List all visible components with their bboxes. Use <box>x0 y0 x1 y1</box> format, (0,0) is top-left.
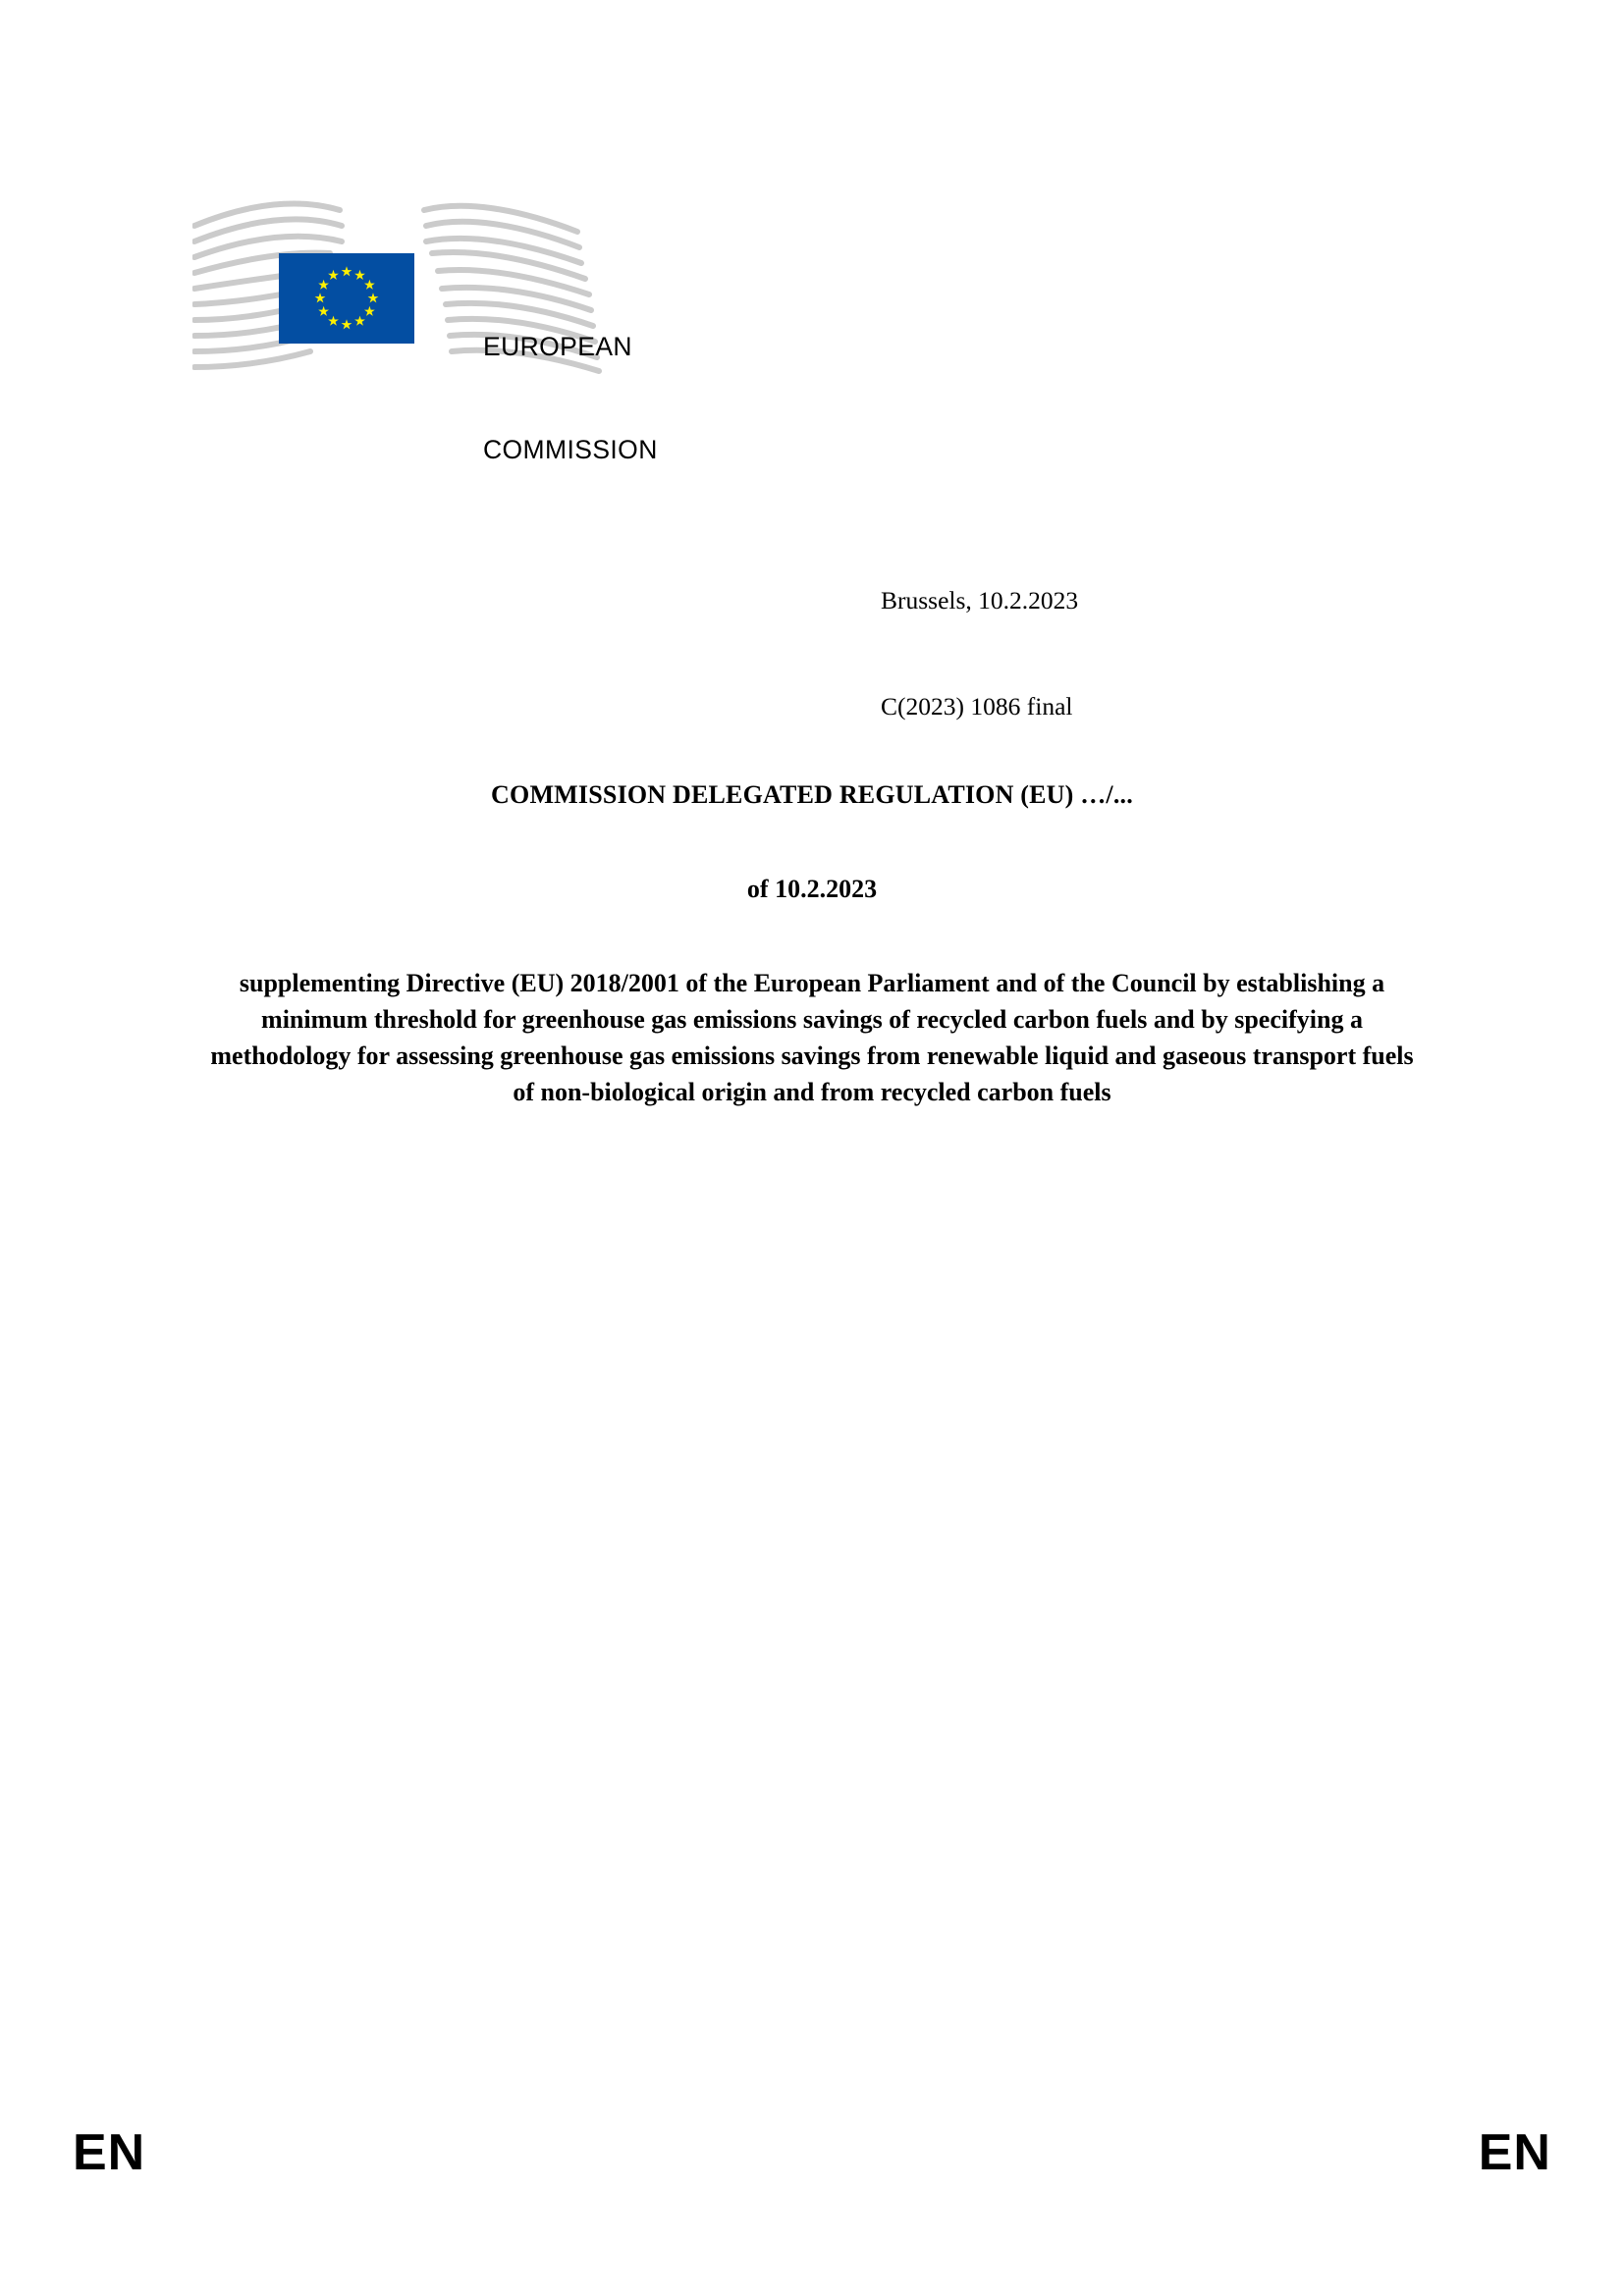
language-code-right: EN <box>1478 2124 1551 2181</box>
language-code-left: EN <box>73 2124 146 2181</box>
institution-name-line-2: COMMISSION <box>483 435 658 464</box>
act-subject: supplementing Directive (EU) 2018/2001 of the European Parliament and of the Council by establishing a minimum threshold for greenhouse gas emissions savings of recycled carbon fuels and by specifying a methodology for assessing greenhouse gas emissions savings from renewable liquid and gaseous transport fuels of non-biological origin and from recycled carbon fuels <box>210 969 1414 1106</box>
act-date: of 10.2.2023 <box>746 875 878 903</box>
eu-commission-swoosh-icon <box>192 192 742 379</box>
eu-flag-icon <box>279 253 414 344</box>
page-title: COMMISSION DELEGATED REGULATION (EU) …/... <box>491 780 1133 809</box>
title-block <box>192 780 1432 1110</box>
institution-name-line-1: EUROPEAN <box>483 332 632 361</box>
document-number: C(2023) 1086 final <box>881 692 1073 721</box>
document-reference-block <box>881 512 1078 760</box>
institution-name <box>483 261 658 536</box>
eu-commission-logo <box>192 192 801 464</box>
place-and-date: Brussels, 10.2.2023 <box>881 586 1079 614</box>
